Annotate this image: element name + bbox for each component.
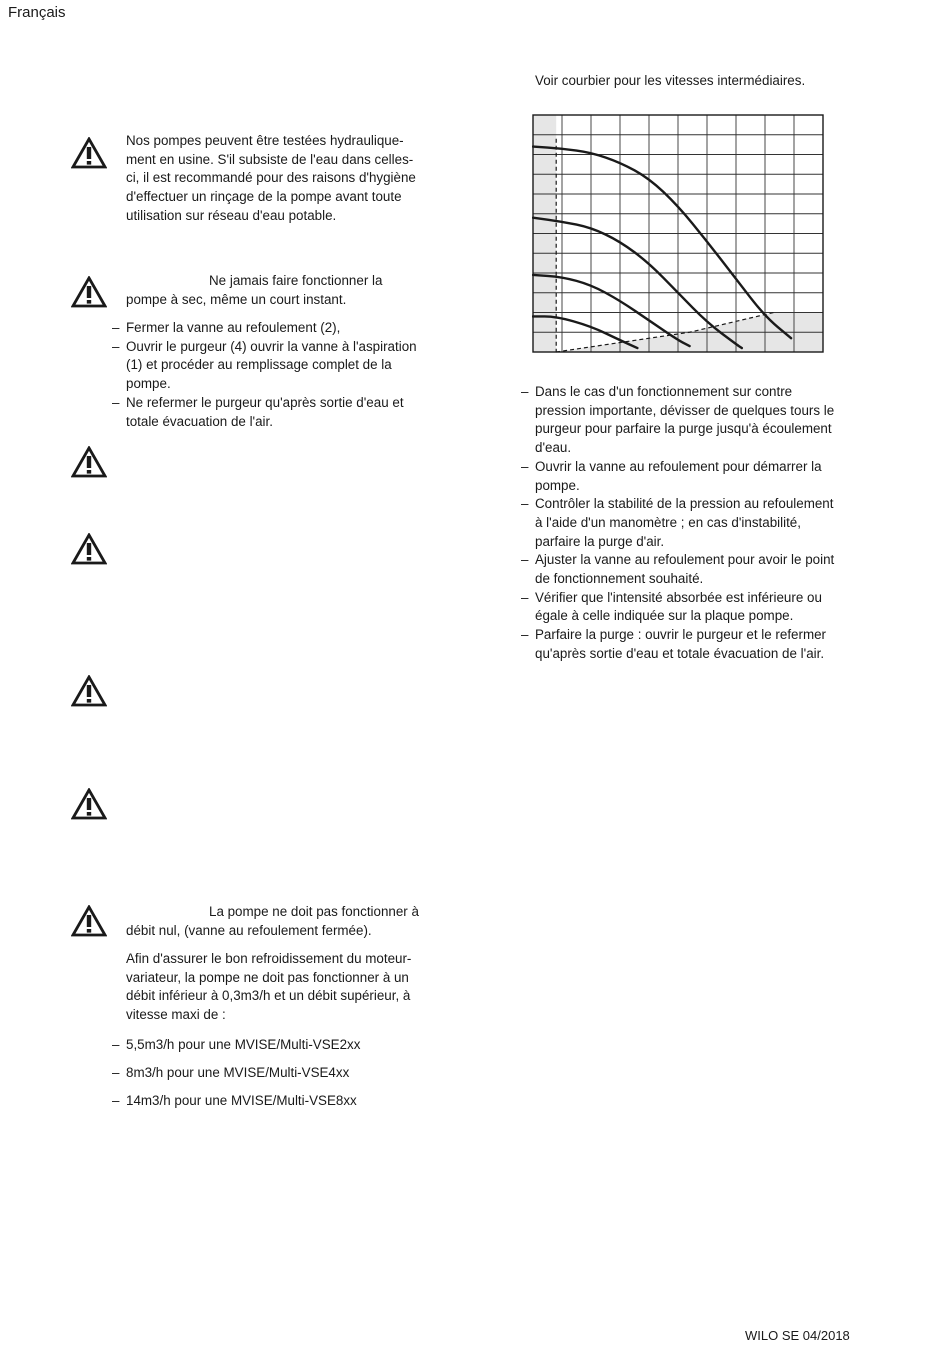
dry-run-line-2: pompe à sec, même un court instant. — [126, 291, 347, 307]
list-item: – Dans le cas d'un fonctionnement sur contre pression importante, dévisser de quelques tours le purgeur pour parfaire la purge jusqu'à écoulement d'eau. — [521, 383, 843, 458]
list-item: – Vérifier que l'intensité absorbée est inférieure ou égale à celle indiquée sur la plaque pompe. — [521, 589, 843, 626]
list-item: – Parfaire la purge : ouvrir le purgeur et le refermer qu'après sortie d'eau et totale évacuation de l'air. — [521, 626, 843, 663]
warning-triangle-icon — [71, 276, 107, 308]
warning-triangle-icon — [71, 446, 107, 478]
cooling-paragraph — [126, 950, 430, 1025]
hygiene-line: utilisation sur réseau d'eau potable. — [126, 207, 337, 223]
footer-text: WILO SE 04/2018 — [745, 1328, 850, 1343]
warning-triangle-icon — [71, 788, 107, 820]
list-item — [112, 394, 436, 431]
list-item: – Fermer la vanne au refoulement (2), — [112, 319, 436, 338]
warning-triangle-icon — [71, 675, 107, 707]
hygiene-line: Nos pompes peuvent être testées hydraulique- — [126, 133, 404, 148]
zero-flow-line-2: débit nul, (vanne au refoulement fermée). — [126, 922, 372, 938]
filling-steps-list — [112, 319, 436, 431]
pump-curve-svg — [532, 114, 824, 354]
list-item: – Ouvrir la vanne au refoulement pour démarrer la pompe. — [521, 458, 843, 495]
filling-note: – Ne refermer le purgeur qu'après sortie d'eau et totale évacuation de l'air. — [126, 394, 404, 429]
hygiene-warning-text — [126, 132, 436, 226]
list-item: – Ouvrir le purgeur (4) ouvrir la vanne à l'aspiration (1) et procéder au remplissage complet de la pompe. — [112, 338, 436, 394]
flow-limits-list — [112, 1036, 436, 1111]
list-item: – Contrôler la stabilité de la pression au refoulement à l'aide d'un manomètre ; en cas d'instabilité, parfaire la purge d'air. — [521, 495, 843, 551]
page-language: Français — [8, 4, 66, 21]
list-item: – 8m3/h pour une MVISE/Multi-VSE4xx — [112, 1064, 436, 1083]
pump-curve-series-1 — [533, 147, 791, 339]
zero-flow-warning — [126, 903, 436, 940]
list-item: – 14m3/h pour une MVISE/Multi-VSE8xx — [112, 1092, 436, 1111]
warning-triangle-icon — [71, 905, 107, 937]
startup-steps-list — [521, 383, 843, 664]
list-item: – 5,5m3/h pour une MVISE/Multi-VSE2xx — [112, 1036, 436, 1055]
cooling-text: Afin d'assurer le bon refroidissement du moteur-variateur, la pompe ne doit pas fonctionner à un débit inférieur à 0,3m3/h et un débit supérieur, à vitesse maxi de : — [126, 951, 412, 1023]
pump-curve-chart — [532, 114, 824, 354]
warning-triangle-icon — [71, 137, 107, 169]
chart-caption: Voir courbier pour les vitesses intermédiaires. — [535, 73, 806, 88]
hygiene-line: ci, il est recommandé pour des raisons d'hygiène — [126, 170, 416, 186]
dry-run-warning — [126, 272, 436, 309]
zero-flow-line-1: La pompe ne doit pas fonctionner à — [209, 904, 419, 919]
hygiene-line: d'effectuer un rinçage de la pompe avant toute — [126, 189, 402, 205]
hygiene-line: ment en usine. S'il subsiste de l'eau dans celles- — [126, 151, 414, 167]
list-item: – Ajuster la vanne au refoulement pour avoir le point de fonctionnement souhaité. — [521, 551, 843, 588]
dry-run-line-1: Ne jamais faire fonctionner la — [209, 273, 383, 288]
warning-triangle-icon — [71, 533, 107, 565]
